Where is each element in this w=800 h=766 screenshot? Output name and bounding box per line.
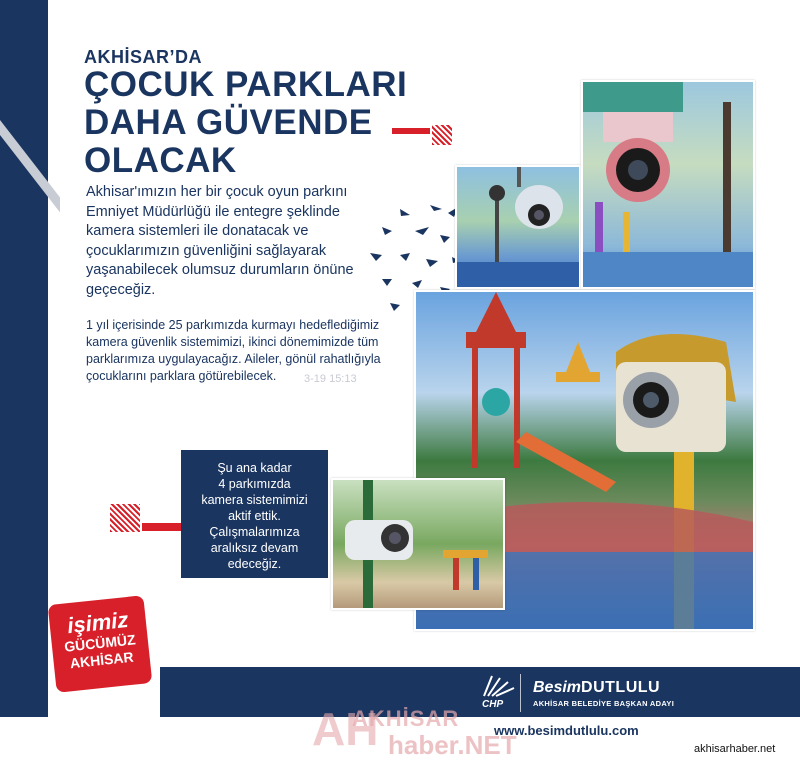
badge-line-1: işimiz bbox=[66, 606, 130, 639]
plan-paragraph: 1 yıl içerisinde 25 parkımızda kurmayı hedeflediğimiz kamera güvenlik sistemimizi, ikinci dönemimizde tüm parklarımıza uygulayacağız. Aileler, gönül rahatlığıyla çocuklarını parklara götürebilecek. bbox=[86, 318, 381, 383]
status-line-3: kamera sistemimizi bbox=[201, 493, 308, 507]
watermark-logo: AH bbox=[312, 703, 379, 755]
headline-line-3: OLACAK bbox=[84, 141, 237, 180]
hatch-pattern bbox=[432, 125, 452, 145]
status-line-1: Şu ana kadar bbox=[217, 461, 292, 475]
timestamp-watermark: 3-19 15:13 bbox=[304, 373, 357, 385]
brand-divider bbox=[520, 674, 521, 712]
red-accent-bar bbox=[392, 128, 430, 134]
headline-line-2: DAHA GÜVENDE bbox=[84, 103, 373, 142]
badge-line-3: AKHİSAR bbox=[69, 648, 135, 672]
status-box bbox=[181, 450, 328, 578]
candidate-first-name: Besim bbox=[533, 679, 582, 696]
headline-line-1: ÇOCUK PARKLARI bbox=[84, 65, 408, 104]
status-line-6: aralıksız devam bbox=[210, 541, 299, 555]
slogan-badge bbox=[48, 595, 153, 693]
intro-paragraph: Akhisar'ımızın her bir çocuk oyun parkını Emniyet Müdürlüğü ile entegre şeklinde kamera sistemleri ile donatacak ve çocuklarımızın güvenliğini sağlayarak yaşanabilecek olumsuz durumların önüne geçeceğiz. bbox=[86, 184, 354, 298]
status-line-4: aktif ettik. bbox=[228, 509, 281, 523]
website-link[interactable]: www.besimdutlulu.com bbox=[494, 723, 639, 738]
source-credit: akhisarhaber.net bbox=[694, 743, 776, 755]
candidate-last-name: DUTLULU bbox=[581, 679, 661, 696]
watermark-line-2: haber.NET bbox=[388, 730, 517, 760]
chp-logo-icon bbox=[480, 672, 516, 700]
status-line-5: Çalışmalarımıza bbox=[209, 525, 300, 539]
watermark-line-1: AKHİSAR bbox=[352, 706, 460, 731]
chp-label: CHP bbox=[482, 699, 504, 710]
candidate-name bbox=[533, 679, 660, 697]
park-photo-small bbox=[331, 478, 505, 610]
hatch-pattern-left bbox=[110, 504, 140, 532]
badge-line-2: GÜCÜMÜZ bbox=[63, 631, 137, 655]
status-line-7: edeceğiz. bbox=[227, 557, 282, 571]
headline-kicker: AKHİSAR’DA bbox=[84, 47, 203, 67]
status-line-2: 4 parkımızda bbox=[218, 477, 291, 491]
park-photo-2 bbox=[581, 80, 755, 289]
park-photo-1 bbox=[455, 165, 581, 289]
candidate-subtitle: AKHİSAR BELEDİYE BAŞKAN ADAYI bbox=[533, 699, 675, 708]
